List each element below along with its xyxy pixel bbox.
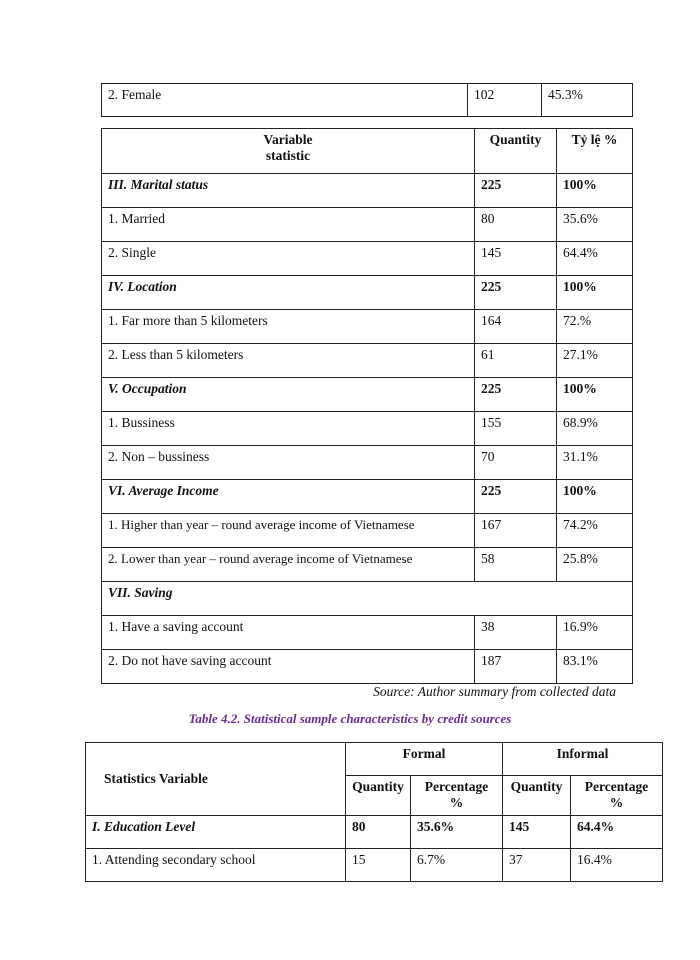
row-quantity: 102	[468, 84, 542, 117]
row-percent: 25.8%	[557, 548, 633, 582]
row-quantity: 225	[475, 276, 557, 310]
row-label: 2. Non – bussiness	[102, 446, 475, 480]
header-quantity: Quantity	[475, 129, 557, 174]
row-quantity: 155	[475, 412, 557, 446]
table-row	[102, 548, 633, 582]
row-informal-quantity: 145	[503, 816, 571, 849]
table-row-section	[102, 480, 633, 514]
header-informal-percentage	[571, 776, 663, 816]
header-formal-percentage	[411, 776, 503, 816]
row-label: 2. Female	[102, 84, 468, 117]
table-row	[102, 514, 633, 548]
row-percent: 64.4%	[557, 242, 633, 276]
table-row	[102, 650, 633, 684]
header-statistics-variable: Statistics Variable	[86, 743, 346, 816]
row-label: 1. Bussiness	[102, 412, 475, 446]
table-row-section	[102, 378, 633, 412]
row-percent: 35.6%	[557, 208, 633, 242]
row-quantity: 225	[475, 174, 557, 208]
header-formal: Formal	[346, 743, 503, 776]
percentage-line1: Percentage	[584, 779, 649, 794]
row-quantity: 70	[475, 446, 557, 480]
percentage-line2: %	[449, 795, 464, 810]
row-informal-percent: 16.4%	[571, 849, 663, 882]
table-row-section	[102, 276, 633, 310]
table-row	[86, 849, 663, 882]
row-quantity: 187	[475, 650, 557, 684]
row-label: 1. Attending secondary school	[86, 849, 346, 882]
row-quantity: 61	[475, 344, 557, 378]
table-row	[102, 616, 633, 650]
row-label: 2. Single	[102, 242, 475, 276]
row-formal-quantity: 15	[346, 849, 411, 882]
row-label: 1. Have a saving account	[102, 616, 475, 650]
row-percent: 27.1%	[557, 344, 633, 378]
row-label: 1. Married	[102, 208, 475, 242]
row-quantity: 167	[475, 514, 557, 548]
table-row	[102, 310, 633, 344]
header-percent: Tỷ lệ %	[557, 129, 633, 174]
row-percent: 72.%	[557, 310, 633, 344]
table-header-row	[102, 129, 633, 174]
header-variable	[102, 129, 475, 174]
row-percent: 100%	[557, 480, 633, 514]
table-row	[102, 412, 633, 446]
table-row-section	[102, 174, 633, 208]
row-percent: 31.1%	[557, 446, 633, 480]
row-quantity: 38	[475, 616, 557, 650]
header-formal-quantity: Quantity	[346, 776, 411, 816]
row-quantity: 225	[475, 378, 557, 412]
table-row-section	[102, 582, 633, 616]
row-formal-percent: 35.6%	[411, 816, 503, 849]
row-percent: 100%	[557, 378, 633, 412]
row-label: VII. Saving	[102, 582, 633, 616]
sample-characteristics-table	[101, 128, 633, 684]
row-formal-percent: 6.7%	[411, 849, 503, 882]
row-label: 1. Higher than year – round average income of Vietnamese	[102, 514, 475, 548]
credit-sources-table	[85, 742, 663, 882]
row-percent: 83.1%	[557, 650, 633, 684]
row-label: IV. Location	[102, 276, 475, 310]
row-percent: 100%	[557, 174, 633, 208]
row-percent: 74.2%	[557, 514, 633, 548]
table-row	[102, 84, 633, 117]
source-note: Source: Author summary from collected data	[373, 684, 616, 699]
table-row	[102, 446, 633, 480]
row-percent: 16.9%	[557, 616, 633, 650]
row-percent: 68.9%	[557, 412, 633, 446]
row-label: III. Marital status	[102, 174, 475, 208]
table-header-row	[86, 743, 663, 776]
row-quantity: 58	[475, 548, 557, 582]
row-percent: 45.3%	[542, 84, 633, 117]
header-informal-quantity: Quantity	[503, 776, 571, 816]
header-variable-line1: Variable	[263, 132, 313, 147]
row-formal-quantity: 80	[346, 816, 411, 849]
header-informal: Informal	[503, 743, 663, 776]
table-row-section	[86, 816, 663, 849]
table-row	[102, 242, 633, 276]
table-caption: Table 4.2. Statistical sample characteristics by credit sources	[188, 711, 512, 726]
row-informal-quantity: 37	[503, 849, 571, 882]
header-variable-line2: statistic	[265, 148, 311, 163]
row-quantity: 225	[475, 480, 557, 514]
table-row	[102, 208, 633, 242]
row-label: VI. Average Income	[102, 480, 475, 514]
female-row-table	[101, 83, 633, 117]
row-label: V. Occupation	[102, 378, 475, 412]
row-label: I. Education Level	[86, 816, 346, 849]
table-row	[102, 344, 633, 378]
row-quantity: 164	[475, 310, 557, 344]
row-informal-percent: 64.4%	[571, 816, 663, 849]
row-quantity: 80	[475, 208, 557, 242]
row-label: 2. Do not have saving account	[102, 650, 475, 684]
row-label: 2. Less than 5 kilometers	[102, 344, 475, 378]
row-label: 2. Lower than year – round average income of Vietnamese	[102, 548, 475, 582]
percentage-line1: Percentage	[424, 779, 489, 794]
row-percent: 100%	[557, 276, 633, 310]
percentage-line2: %	[609, 795, 624, 810]
row-quantity: 145	[475, 242, 557, 276]
row-label: 1. Far more than 5 kilometers	[102, 310, 475, 344]
